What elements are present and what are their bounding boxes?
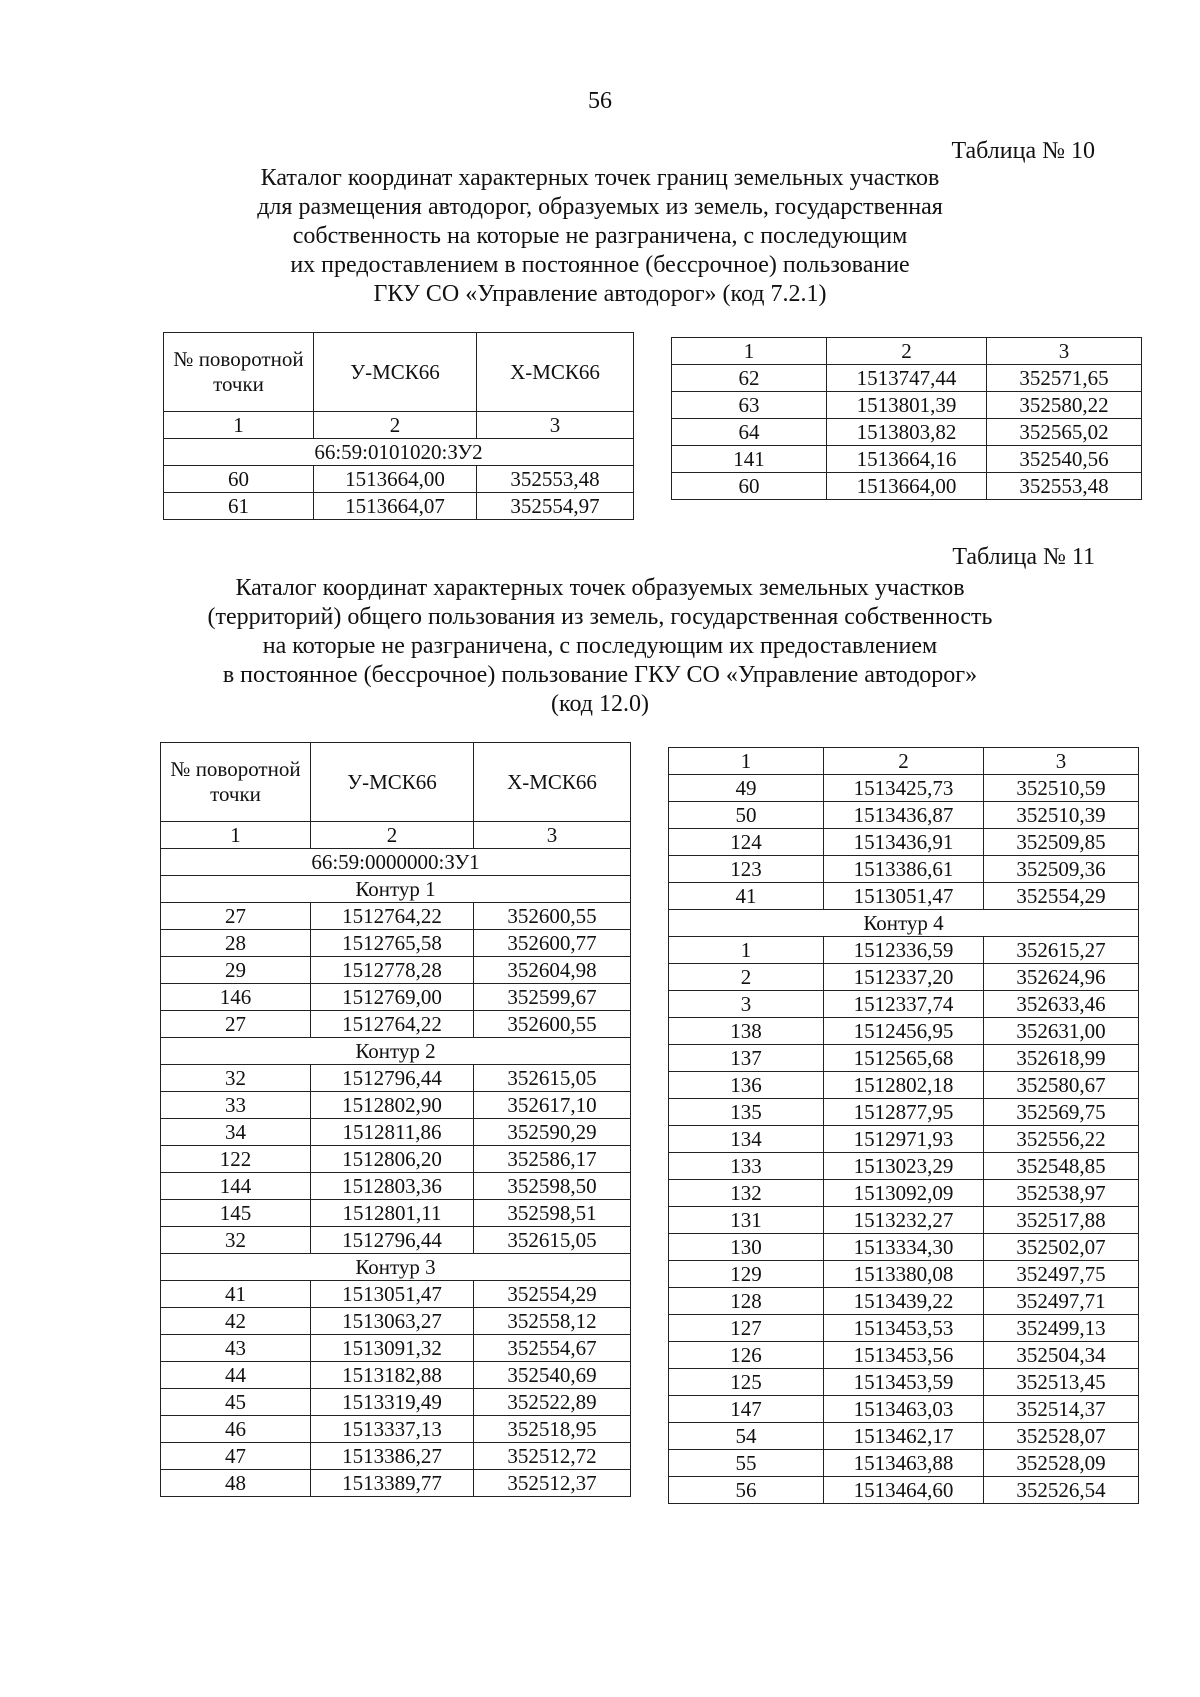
point-number-cell: 62 (672, 365, 827, 392)
x-coordinate-cell: 352512,72 (474, 1443, 631, 1470)
point-number-cell: 133 (669, 1153, 824, 1180)
table-row (669, 1207, 1139, 1234)
y-coordinate-cell: 1512811,86 (311, 1119, 474, 1146)
section-label: Контур 4 (669, 910, 1139, 937)
table-row (669, 1045, 1139, 1072)
x-coordinate-cell: 352538,97 (984, 1180, 1139, 1207)
section-row (161, 1038, 631, 1065)
point-number-cell: 124 (669, 829, 824, 856)
x-coordinate-cell: 352615,27 (984, 937, 1139, 964)
y-coordinate-cell: 1513051,47 (311, 1281, 474, 1308)
section-label: Контур 2 (161, 1038, 631, 1065)
table-row (161, 1335, 631, 1362)
column-number: 2 (827, 338, 987, 365)
column-number: 3 (477, 412, 634, 439)
table-11-right (668, 747, 1139, 1504)
point-number-cell: 55 (669, 1450, 824, 1477)
table-row (161, 1011, 631, 1038)
caption-line: собственность на которые не разграничена, с последующим (292, 223, 908, 249)
column-number: 2 (824, 748, 984, 775)
x-coordinate-cell: 352553,48 (987, 473, 1142, 500)
column-number: 2 (311, 822, 474, 849)
point-number-cell: 129 (669, 1261, 824, 1288)
y-coordinate-cell: 1513803,82 (827, 419, 987, 446)
x-coordinate-cell: 352517,88 (984, 1207, 1139, 1234)
point-number-cell: 27 (161, 1011, 311, 1038)
table-row (161, 1227, 631, 1254)
table-row (669, 991, 1139, 1018)
y-coordinate-cell: 1513051,47 (824, 883, 984, 910)
column-number: 1 (669, 748, 824, 775)
x-coordinate-cell: 352615,05 (474, 1227, 631, 1254)
table-11-left (160, 742, 631, 1497)
y-coordinate-cell: 1512796,44 (311, 1065, 474, 1092)
y-coordinate-cell: 1512337,74 (824, 991, 984, 1018)
y-coordinate-cell: 1512802,18 (824, 1072, 984, 1099)
table-row (164, 466, 634, 493)
header-point: № поворотной точки (161, 743, 311, 822)
point-number-cell: 41 (669, 883, 824, 910)
y-coordinate-cell: 1512764,22 (311, 903, 474, 930)
table-row (669, 802, 1139, 829)
point-number-cell: 27 (161, 903, 311, 930)
point-number-cell: 130 (669, 1234, 824, 1261)
x-coordinate-cell: 352497,75 (984, 1261, 1139, 1288)
point-number-cell: 61 (164, 493, 314, 520)
point-number-cell: 126 (669, 1342, 824, 1369)
y-coordinate-cell: 1513389,77 (311, 1470, 474, 1497)
y-coordinate-cell: 1513337,13 (311, 1416, 474, 1443)
table-row (161, 957, 631, 984)
y-coordinate-cell: 1513453,59 (824, 1369, 984, 1396)
point-number-cell: 41 (161, 1281, 311, 1308)
caption-line: для размещения автодорог, образуемых из земель, государственная (257, 194, 943, 220)
y-coordinate-cell: 1512765,58 (311, 930, 474, 957)
x-coordinate-cell: 352548,85 (984, 1153, 1139, 1180)
column-number: 3 (987, 338, 1142, 365)
section-row (164, 439, 634, 466)
y-coordinate-cell: 1512336,59 (824, 937, 984, 964)
y-coordinate-cell: 1512803,36 (311, 1173, 474, 1200)
point-number-cell: 135 (669, 1099, 824, 1126)
y-coordinate-cell: 1513091,32 (311, 1335, 474, 1362)
x-coordinate-cell: 352554,67 (474, 1335, 631, 1362)
x-coordinate-cell: 352633,46 (984, 991, 1139, 1018)
x-coordinate-cell: 352556,22 (984, 1126, 1139, 1153)
y-coordinate-cell: 1513380,08 (824, 1261, 984, 1288)
x-coordinate-cell: 352510,59 (984, 775, 1139, 802)
y-coordinate-cell: 1513747,44 (827, 365, 987, 392)
section-label: Контур 1 (161, 876, 631, 903)
y-coordinate-cell: 1513664,00 (827, 473, 987, 500)
point-number-cell: 32 (161, 1065, 311, 1092)
column-number-row (669, 748, 1139, 775)
y-coordinate-cell: 1512565,68 (824, 1045, 984, 1072)
table-row (669, 1153, 1139, 1180)
y-coordinate-cell: 1512801,11 (311, 1200, 474, 1227)
table-row (669, 1342, 1139, 1369)
x-coordinate-cell: 352618,99 (984, 1045, 1139, 1072)
column-number: 1 (161, 822, 311, 849)
column-number: 3 (984, 748, 1139, 775)
y-coordinate-cell: 1513425,73 (824, 775, 984, 802)
x-coordinate-cell: 352617,10 (474, 1092, 631, 1119)
point-number-cell: 131 (669, 1207, 824, 1234)
header-point: № поворотной точки (164, 333, 314, 412)
y-coordinate-cell: 1513453,56 (824, 1342, 984, 1369)
table-row (161, 1200, 631, 1227)
table-row (672, 446, 1142, 473)
x-coordinate-cell: 352518,95 (474, 1416, 631, 1443)
x-coordinate-cell: 352554,97 (477, 493, 634, 520)
x-coordinate-cell: 352580,67 (984, 1072, 1139, 1099)
x-coordinate-cell: 352604,98 (474, 957, 631, 984)
point-number-cell: 28 (161, 930, 311, 957)
x-coordinate-cell: 352600,77 (474, 930, 631, 957)
table-10-label: Таблица № 10 (951, 138, 1095, 164)
column-number: 2 (314, 412, 477, 439)
table-10-left (163, 332, 634, 520)
point-number-cell: 146 (161, 984, 311, 1011)
header-y: У-МСК66 (314, 333, 477, 412)
x-coordinate-cell: 352580,22 (987, 392, 1142, 419)
table-row (669, 1099, 1139, 1126)
y-coordinate-cell: 1513334,30 (824, 1234, 984, 1261)
column-number-row (672, 338, 1142, 365)
point-number-cell: 49 (669, 775, 824, 802)
x-coordinate-cell: 352514,37 (984, 1396, 1139, 1423)
header-x: Х-МСК66 (477, 333, 634, 412)
x-coordinate-cell: 352528,07 (984, 1423, 1139, 1450)
y-coordinate-cell: 1512971,93 (824, 1126, 984, 1153)
column-number: 1 (672, 338, 827, 365)
section-label: 66:59:0000000:ЗУ1 (161, 849, 631, 876)
table-row (161, 1146, 631, 1173)
table-row (161, 1065, 631, 1092)
table-row (669, 1315, 1139, 1342)
section-row (161, 1254, 631, 1281)
table-row (161, 1119, 631, 1146)
table-row (161, 930, 631, 957)
y-coordinate-cell: 1513232,27 (824, 1207, 984, 1234)
table-row (669, 856, 1139, 883)
x-coordinate-cell: 352558,12 (474, 1308, 631, 1335)
x-coordinate-cell: 352624,96 (984, 964, 1139, 991)
y-coordinate-cell: 1512877,95 (824, 1099, 984, 1126)
y-coordinate-cell: 1513463,03 (824, 1396, 984, 1423)
y-coordinate-cell: 1513463,88 (824, 1450, 984, 1477)
point-number-cell: 128 (669, 1288, 824, 1315)
y-coordinate-cell: 1512778,28 (311, 957, 474, 984)
y-coordinate-cell: 1512764,22 (311, 1011, 474, 1038)
x-coordinate-cell: 352497,71 (984, 1288, 1139, 1315)
point-number-cell: 50 (669, 802, 824, 829)
y-coordinate-cell: 1513664,00 (314, 466, 477, 493)
x-coordinate-cell: 352509,85 (984, 829, 1139, 856)
page-number: 56 (588, 88, 612, 114)
table-row (672, 473, 1142, 500)
table-row (669, 1450, 1139, 1477)
table-row (161, 1281, 631, 1308)
point-number-cell: 48 (161, 1470, 311, 1497)
column-number-row (161, 822, 631, 849)
point-number-cell: 54 (669, 1423, 824, 1450)
table-10-right (671, 337, 1142, 500)
caption-line: на которые не разграничена, с последующим их предоставлением (262, 633, 938, 659)
point-number-cell: 132 (669, 1180, 824, 1207)
y-coordinate-cell: 1513664,07 (314, 493, 477, 520)
table-row (161, 1416, 631, 1443)
header-y: У-МСК66 (311, 743, 474, 822)
table-row (161, 1470, 631, 1497)
table-row (669, 775, 1139, 802)
point-number-cell: 136 (669, 1072, 824, 1099)
table-row (161, 1308, 631, 1335)
point-number-cell: 147 (669, 1396, 824, 1423)
x-coordinate-cell: 352522,89 (474, 1389, 631, 1416)
y-coordinate-cell: 1512796,44 (311, 1227, 474, 1254)
caption-line: в постоянное (бессрочное) пользование ГКУ СО «Управление автодорог» (222, 662, 978, 688)
y-coordinate-cell: 1512337,20 (824, 964, 984, 991)
table-row (672, 392, 1142, 419)
table-row (669, 1072, 1139, 1099)
x-coordinate-cell: 352509,36 (984, 856, 1139, 883)
point-number-cell: 123 (669, 856, 824, 883)
table-row (161, 1173, 631, 1200)
table-row (669, 1396, 1139, 1423)
x-coordinate-cell: 352502,07 (984, 1234, 1139, 1261)
point-number-cell: 60 (672, 473, 827, 500)
x-coordinate-cell: 352615,05 (474, 1065, 631, 1092)
x-coordinate-cell: 352571,65 (987, 365, 1142, 392)
section-row (161, 849, 631, 876)
point-number-cell: 64 (672, 419, 827, 446)
y-coordinate-cell: 1512456,95 (824, 1018, 984, 1045)
table-row (161, 1443, 631, 1470)
point-number-cell: 2 (669, 964, 824, 991)
table-row (672, 419, 1142, 446)
x-coordinate-cell: 352504,34 (984, 1342, 1139, 1369)
header-row (164, 333, 634, 412)
y-coordinate-cell: 1513023,29 (824, 1153, 984, 1180)
table-row (669, 1018, 1139, 1045)
table-11-caption (120, 574, 1080, 719)
x-coordinate-cell: 352528,09 (984, 1450, 1139, 1477)
table-row (669, 1477, 1139, 1504)
table-11-label: Таблица № 11 (952, 544, 1095, 570)
table-row (161, 1389, 631, 1416)
section-label: Контур 3 (161, 1254, 631, 1281)
point-number-cell: 29 (161, 957, 311, 984)
caption-line: Каталог координат характерных точек образуемых земельных участков (235, 575, 965, 601)
caption-line: (территорий) общего пользования из земель, государственная собственность (207, 604, 993, 630)
point-number-cell: 32 (161, 1227, 311, 1254)
y-coordinate-cell: 1512806,20 (311, 1146, 474, 1173)
table-row (669, 1369, 1139, 1396)
x-coordinate-cell: 352510,39 (984, 802, 1139, 829)
point-number-cell: 60 (164, 466, 314, 493)
point-number-cell: 46 (161, 1416, 311, 1443)
point-number-cell: 34 (161, 1119, 311, 1146)
y-coordinate-cell: 1513664,16 (827, 446, 987, 473)
table-row (669, 1423, 1139, 1450)
table-row (669, 964, 1139, 991)
x-coordinate-cell: 352600,55 (474, 1011, 631, 1038)
point-number-cell: 44 (161, 1362, 311, 1389)
x-coordinate-cell: 352569,75 (984, 1099, 1139, 1126)
y-coordinate-cell: 1513439,22 (824, 1288, 984, 1315)
y-coordinate-cell: 1513436,87 (824, 802, 984, 829)
point-number-cell: 145 (161, 1200, 311, 1227)
column-number: 3 (474, 822, 631, 849)
x-coordinate-cell: 352513,45 (984, 1369, 1139, 1396)
point-number-cell: 134 (669, 1126, 824, 1153)
table-row (669, 1234, 1139, 1261)
x-coordinate-cell: 352554,29 (474, 1281, 631, 1308)
caption-line: их предоставлением в постоянное (бессрочное) пользование (290, 252, 910, 278)
y-coordinate-cell: 1512769,00 (311, 984, 474, 1011)
column-number: 1 (164, 412, 314, 439)
y-coordinate-cell: 1513063,27 (311, 1308, 474, 1335)
x-coordinate-cell: 352598,51 (474, 1200, 631, 1227)
caption-line: (код 12.0) (551, 691, 649, 717)
x-coordinate-cell: 352540,56 (987, 446, 1142, 473)
caption-line: Каталог координат характерных точек границ земельных участков (260, 165, 940, 191)
table-row (669, 937, 1139, 964)
x-coordinate-cell: 352586,17 (474, 1146, 631, 1173)
y-coordinate-cell: 1513462,17 (824, 1423, 984, 1450)
point-number-cell: 47 (161, 1443, 311, 1470)
header-row (161, 743, 631, 822)
x-coordinate-cell: 352499,13 (984, 1315, 1139, 1342)
table-row (669, 1288, 1139, 1315)
x-coordinate-cell: 352512,37 (474, 1470, 631, 1497)
y-coordinate-cell: 1513092,09 (824, 1180, 984, 1207)
table-row (669, 829, 1139, 856)
y-coordinate-cell: 1513319,49 (311, 1389, 474, 1416)
point-number-cell: 125 (669, 1369, 824, 1396)
point-number-cell: 63 (672, 392, 827, 419)
point-number-cell: 144 (161, 1173, 311, 1200)
y-coordinate-cell: 1513386,27 (311, 1443, 474, 1470)
point-number-cell: 42 (161, 1308, 311, 1335)
point-number-cell: 137 (669, 1045, 824, 1072)
y-coordinate-cell: 1512802,90 (311, 1092, 474, 1119)
x-coordinate-cell: 352526,54 (984, 1477, 1139, 1504)
header-x: Х-МСК66 (474, 743, 631, 822)
table-row (161, 984, 631, 1011)
point-number-cell: 127 (669, 1315, 824, 1342)
x-coordinate-cell: 352631,00 (984, 1018, 1139, 1045)
table-row (161, 1092, 631, 1119)
table-row (161, 903, 631, 930)
y-coordinate-cell: 1513436,91 (824, 829, 984, 856)
point-number-cell: 43 (161, 1335, 311, 1362)
section-row (161, 876, 631, 903)
point-number-cell: 138 (669, 1018, 824, 1045)
point-number-cell: 1 (669, 937, 824, 964)
y-coordinate-cell: 1513801,39 (827, 392, 987, 419)
point-number-cell: 33 (161, 1092, 311, 1119)
x-coordinate-cell: 352598,50 (474, 1173, 631, 1200)
point-number-cell: 3 (669, 991, 824, 1018)
y-coordinate-cell: 1513464,60 (824, 1477, 984, 1504)
table-row (669, 1180, 1139, 1207)
table-row (669, 883, 1139, 910)
point-number-cell: 56 (669, 1477, 824, 1504)
y-coordinate-cell: 1513386,61 (824, 856, 984, 883)
table-10-caption (120, 164, 1080, 309)
table-row (161, 1362, 631, 1389)
point-number-cell: 141 (672, 446, 827, 473)
y-coordinate-cell: 1513182,88 (311, 1362, 474, 1389)
column-number-row (164, 412, 634, 439)
table-row (164, 493, 634, 520)
x-coordinate-cell: 352553,48 (477, 466, 634, 493)
section-row (669, 910, 1139, 937)
x-coordinate-cell: 352599,67 (474, 984, 631, 1011)
point-number-cell: 45 (161, 1389, 311, 1416)
caption-line: ГКУ СО «Управление автодорог» (код 7.2.1) (373, 281, 827, 307)
table-row (669, 1261, 1139, 1288)
section-label: 66:59:0101020:ЗУ2 (164, 439, 634, 466)
x-coordinate-cell: 352600,55 (474, 903, 631, 930)
table-row (669, 1126, 1139, 1153)
x-coordinate-cell: 352565,02 (987, 419, 1142, 446)
point-number-cell: 122 (161, 1146, 311, 1173)
table-row (672, 365, 1142, 392)
x-coordinate-cell: 352540,69 (474, 1362, 631, 1389)
y-coordinate-cell: 1513453,53 (824, 1315, 984, 1342)
x-coordinate-cell: 352554,29 (984, 883, 1139, 910)
x-coordinate-cell: 352590,29 (474, 1119, 631, 1146)
